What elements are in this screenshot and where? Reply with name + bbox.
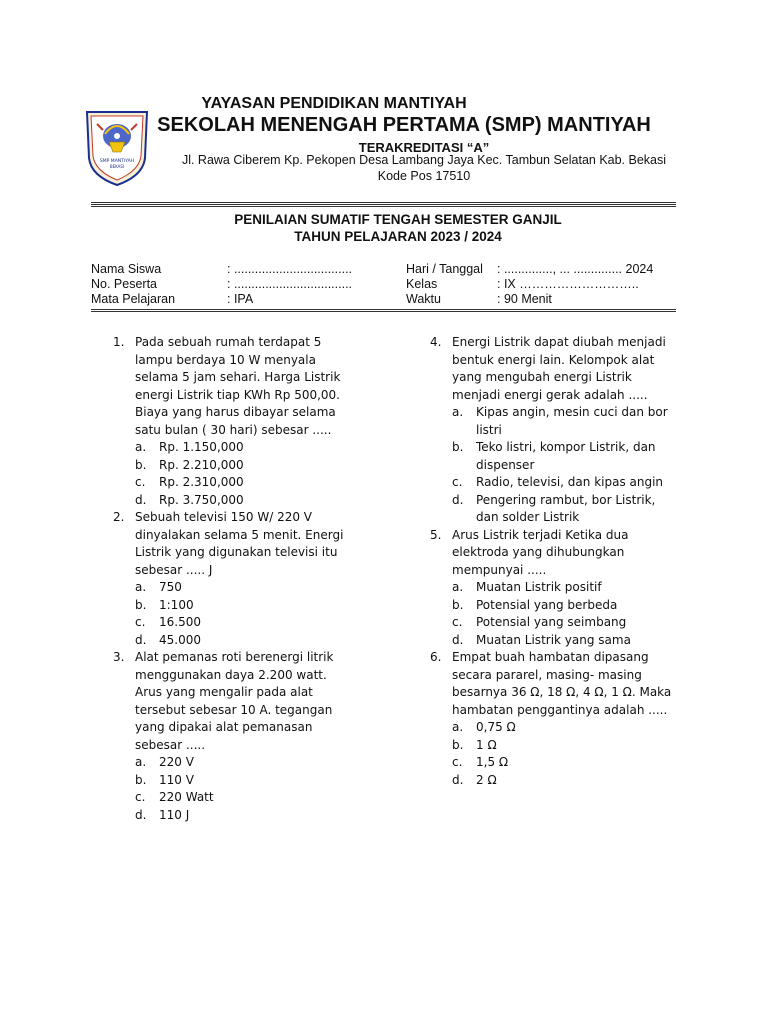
option-text: Kipas angin, mesin cuci dan bor listri	[476, 405, 668, 437]
option-text: 220 Watt	[159, 790, 214, 804]
option-letter: a.	[135, 755, 147, 769]
option-letter: b.	[135, 772, 147, 787]
info-divider	[91, 311, 676, 312]
option-text: Rp. 1.150,000	[159, 440, 244, 454]
option-text: 2 Ω	[476, 772, 497, 787]
option-letter: b.	[135, 457, 147, 472]
answer-option	[452, 439, 677, 474]
question	[113, 649, 355, 824]
participant-no-value: : ..................................	[227, 277, 353, 291]
question-number: 6.	[430, 650, 442, 664]
question-number: 5.	[430, 527, 442, 542]
header-divider	[91, 206, 676, 207]
answer-option	[135, 474, 355, 492]
exam-title: PENILAIAN SUMATIF TENGAH SEMESTER GANJIL	[234, 212, 562, 227]
question	[430, 649, 677, 789]
answer-option	[135, 754, 355, 772]
option-letter: a.	[135, 440, 147, 454]
question-text: Arus Listrik terjadi Ketika dua elektroda yang dihubungkan mempunyai .....	[452, 527, 629, 577]
answer-option	[135, 772, 355, 790]
info-divider	[91, 309, 676, 310]
option-letter: d.	[452, 772, 464, 787]
question-list-left	[113, 334, 355, 824]
option-letter: c.	[135, 790, 146, 804]
option-letter: b.	[452, 737, 464, 752]
answer-option	[452, 474, 677, 492]
foundation-name: YAYASAN PENDIDIKAN MANTIYAH	[201, 95, 467, 112]
question-number: 2.	[113, 510, 125, 524]
postal-code: Kode Pos 17510	[377, 169, 471, 183]
option-letter: b.	[452, 440, 464, 454]
participant-no-label: No. Peserta	[91, 277, 158, 291]
option-letter: c.	[135, 475, 146, 489]
question-number: 1.	[113, 335, 125, 349]
day-date-label: Hari / Tanggal	[406, 262, 483, 276]
answer-option	[452, 492, 677, 527]
option-letter: a.	[135, 580, 147, 594]
option-text: 1,5 Ω	[476, 755, 509, 769]
time-label: Waktu	[406, 292, 441, 306]
answer-option	[135, 439, 355, 457]
option-text: Potensial yang seimbang	[476, 615, 627, 629]
option-letter: d.	[135, 807, 147, 822]
option-letter: c.	[452, 615, 463, 629]
option-text: 1:100	[159, 597, 194, 612]
question-number: 4.	[430, 335, 442, 349]
question-text: Alat pemanas roti berenergi litrik menggunakan daya 2.200 watt. Arus yang mengalir pada alat tersebut sebesar 10 A. tegangan yang dipakai alat pemanasan sebesar .....	[135, 650, 334, 752]
subject-value: : IPA	[227, 292, 254, 306]
option-text: Radio, televisi, dan kipas angin	[476, 475, 664, 489]
option-text: Rp. 3.750,000	[159, 492, 244, 507]
option-text: 0,75 Ω	[476, 720, 516, 734]
option-letter: c.	[452, 755, 463, 769]
option-text: Rp. 2.310,000	[159, 475, 244, 489]
answer-option	[135, 789, 355, 807]
option-letter: b.	[135, 597, 147, 612]
accreditation: TERAKREDITASI “A”	[358, 140, 490, 155]
answer-option	[452, 579, 677, 597]
student-name-value: : ..................................	[227, 262, 353, 276]
school-address: Jl. Rawa Ciberem Kp. Pekopen Desa Lambang Jaya Kec. Tambun Selatan Kab. Bekasi	[181, 153, 667, 167]
header-divider	[91, 202, 676, 203]
option-letter: d.	[452, 632, 464, 647]
question-text: Empat buah hambatan dipasang secara pararel, masing- masing besarnya 36 Ω, 18 Ω, 4 Ω, 1 Ω. Maka hambatan penggantinya adalah .....	[452, 650, 672, 717]
option-letter: c.	[452, 475, 463, 489]
answer-option	[452, 597, 677, 615]
option-text: Rp. 2.210,000	[159, 457, 244, 472]
answer-option	[452, 772, 677, 790]
option-text: 45.000	[159, 632, 201, 647]
answer-option	[135, 579, 355, 597]
answer-option	[135, 807, 355, 825]
class-value: : IX ………………………..	[497, 277, 639, 291]
option-text: 110 J	[159, 807, 190, 822]
option-letter: d.	[452, 492, 464, 507]
question	[113, 334, 355, 509]
question-number: 3.	[113, 650, 125, 664]
subject-label: Mata Pelajaran	[91, 292, 176, 306]
svg-text:BEKASI: BEKASI	[109, 164, 125, 169]
option-text: Pengering rambut, bor Listrik, dan solder Listrik	[476, 492, 656, 524]
option-text: 220 V	[159, 755, 194, 769]
question	[430, 334, 677, 527]
option-text: Muatan Listrik positif	[476, 580, 602, 594]
answer-option	[135, 457, 355, 475]
option-text: 1 Ω	[476, 737, 497, 752]
answer-option	[452, 614, 677, 632]
answer-option	[452, 632, 677, 650]
question-text: Sebuah televisi 150 W/ 220 V dinyalakan selama 5 menit. Energi Listrik yang digunakan televisi itu sebesar ..... J	[135, 510, 344, 577]
answer-option	[135, 614, 355, 632]
option-text: Teko listri, kompor Listrik, dan dispenser	[476, 440, 656, 472]
question-text: Energi Listrik dapat diubah menjadi bentuk energi lain. Kelompok alat yang mengubah energi Listrik menjadi energi gerak adalah .....	[452, 335, 666, 402]
answer-option	[452, 754, 677, 772]
question	[430, 527, 677, 650]
question-text: Pada sebuah rumah terdapat 5 lampu berdaya 10 W menyala selama 5 jam sehari. Harga Listrik energi Listrik tiap KWh Rp 500,00. Biaya yang harus dibayar selama satu bulan ( 30 hari) sebesar .....	[135, 335, 341, 437]
option-letter: a.	[452, 580, 464, 594]
class-label: Kelas	[406, 277, 438, 291]
option-letter: a.	[452, 405, 464, 419]
answer-option	[135, 597, 355, 615]
day-date-value: : .............., ... .............. 2024	[497, 262, 654, 276]
student-name-label: Nama Siswa	[91, 262, 162, 276]
option-letter: a.	[452, 720, 464, 734]
exam-year: TAHUN PELAJARAN 2023 / 2024	[294, 229, 502, 244]
option-text: 110 V	[159, 772, 194, 787]
question-list-right	[430, 334, 677, 789]
option-text: Potensial yang berbeda	[476, 597, 618, 612]
option-letter: c.	[135, 615, 146, 629]
option-letter: d.	[135, 632, 147, 647]
svg-text:SMP MANTIYAH: SMP MANTIYAH	[99, 159, 135, 164]
answer-option	[452, 737, 677, 755]
answer-option	[135, 492, 355, 510]
option-text: 750	[159, 580, 182, 594]
school-name: SEKOLAH MENENGAH PERTAMA (SMP) MANTIYAH	[157, 114, 651, 136]
answer-option	[452, 719, 677, 737]
answer-option	[135, 632, 355, 650]
option-text: Muatan Listrik yang sama	[476, 632, 631, 647]
header-divider	[91, 204, 676, 205]
option-letter: b.	[452, 597, 464, 612]
option-letter: d.	[135, 492, 147, 507]
time-value: : 90 Menit	[497, 292, 552, 306]
option-text: 16.500	[159, 615, 201, 629]
answer-option	[452, 404, 677, 439]
question	[113, 509, 355, 649]
